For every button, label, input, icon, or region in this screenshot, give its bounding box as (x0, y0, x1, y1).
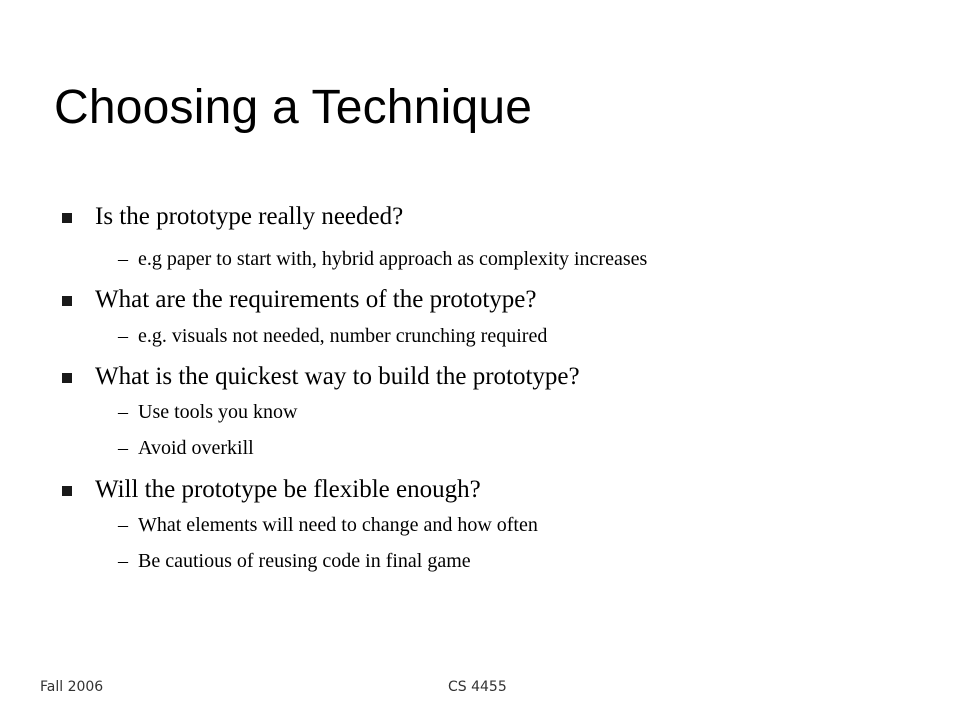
bullet-text: What is the quickest way to build the prototype? (95, 363, 580, 390)
dash-bullet-icon: – (118, 550, 128, 572)
square-bullet-icon (62, 373, 72, 383)
dash-bullet-icon: – (118, 325, 128, 347)
bullet-text: Is the prototype really needed? (95, 203, 404, 230)
sub-bullet-text: Avoid overkill (138, 437, 254, 459)
square-bullet-icon (62, 296, 72, 306)
sub-bullet-text: e.g. visuals not needed, number crunching required (138, 325, 548, 347)
slide-title: Choosing a Technique (54, 81, 533, 134)
sub-bullet-text: Use tools you know (138, 401, 298, 423)
footer-date: Fall 2006 (40, 679, 104, 695)
sub-bullet-text: What elements will need to change and how often (138, 514, 538, 536)
footer-course: CS 4455 (448, 679, 507, 695)
square-bullet-icon (62, 486, 72, 496)
sub-bullet-text: Be cautious of reusing code in final game (138, 550, 471, 572)
sub-bullet-text: e.g paper to start with, hybrid approach as complexity increases (138, 248, 648, 270)
square-bullet-icon (62, 213, 72, 223)
dash-bullet-icon: – (118, 401, 128, 423)
dash-bullet-icon: – (118, 437, 128, 459)
dash-bullet-icon: – (118, 514, 128, 536)
dash-bullet-icon: – (118, 248, 128, 270)
bullet-text: What are the requirements of the prototype? (95, 286, 537, 313)
bullet-text: Will the prototype be flexible enough? (95, 476, 481, 503)
